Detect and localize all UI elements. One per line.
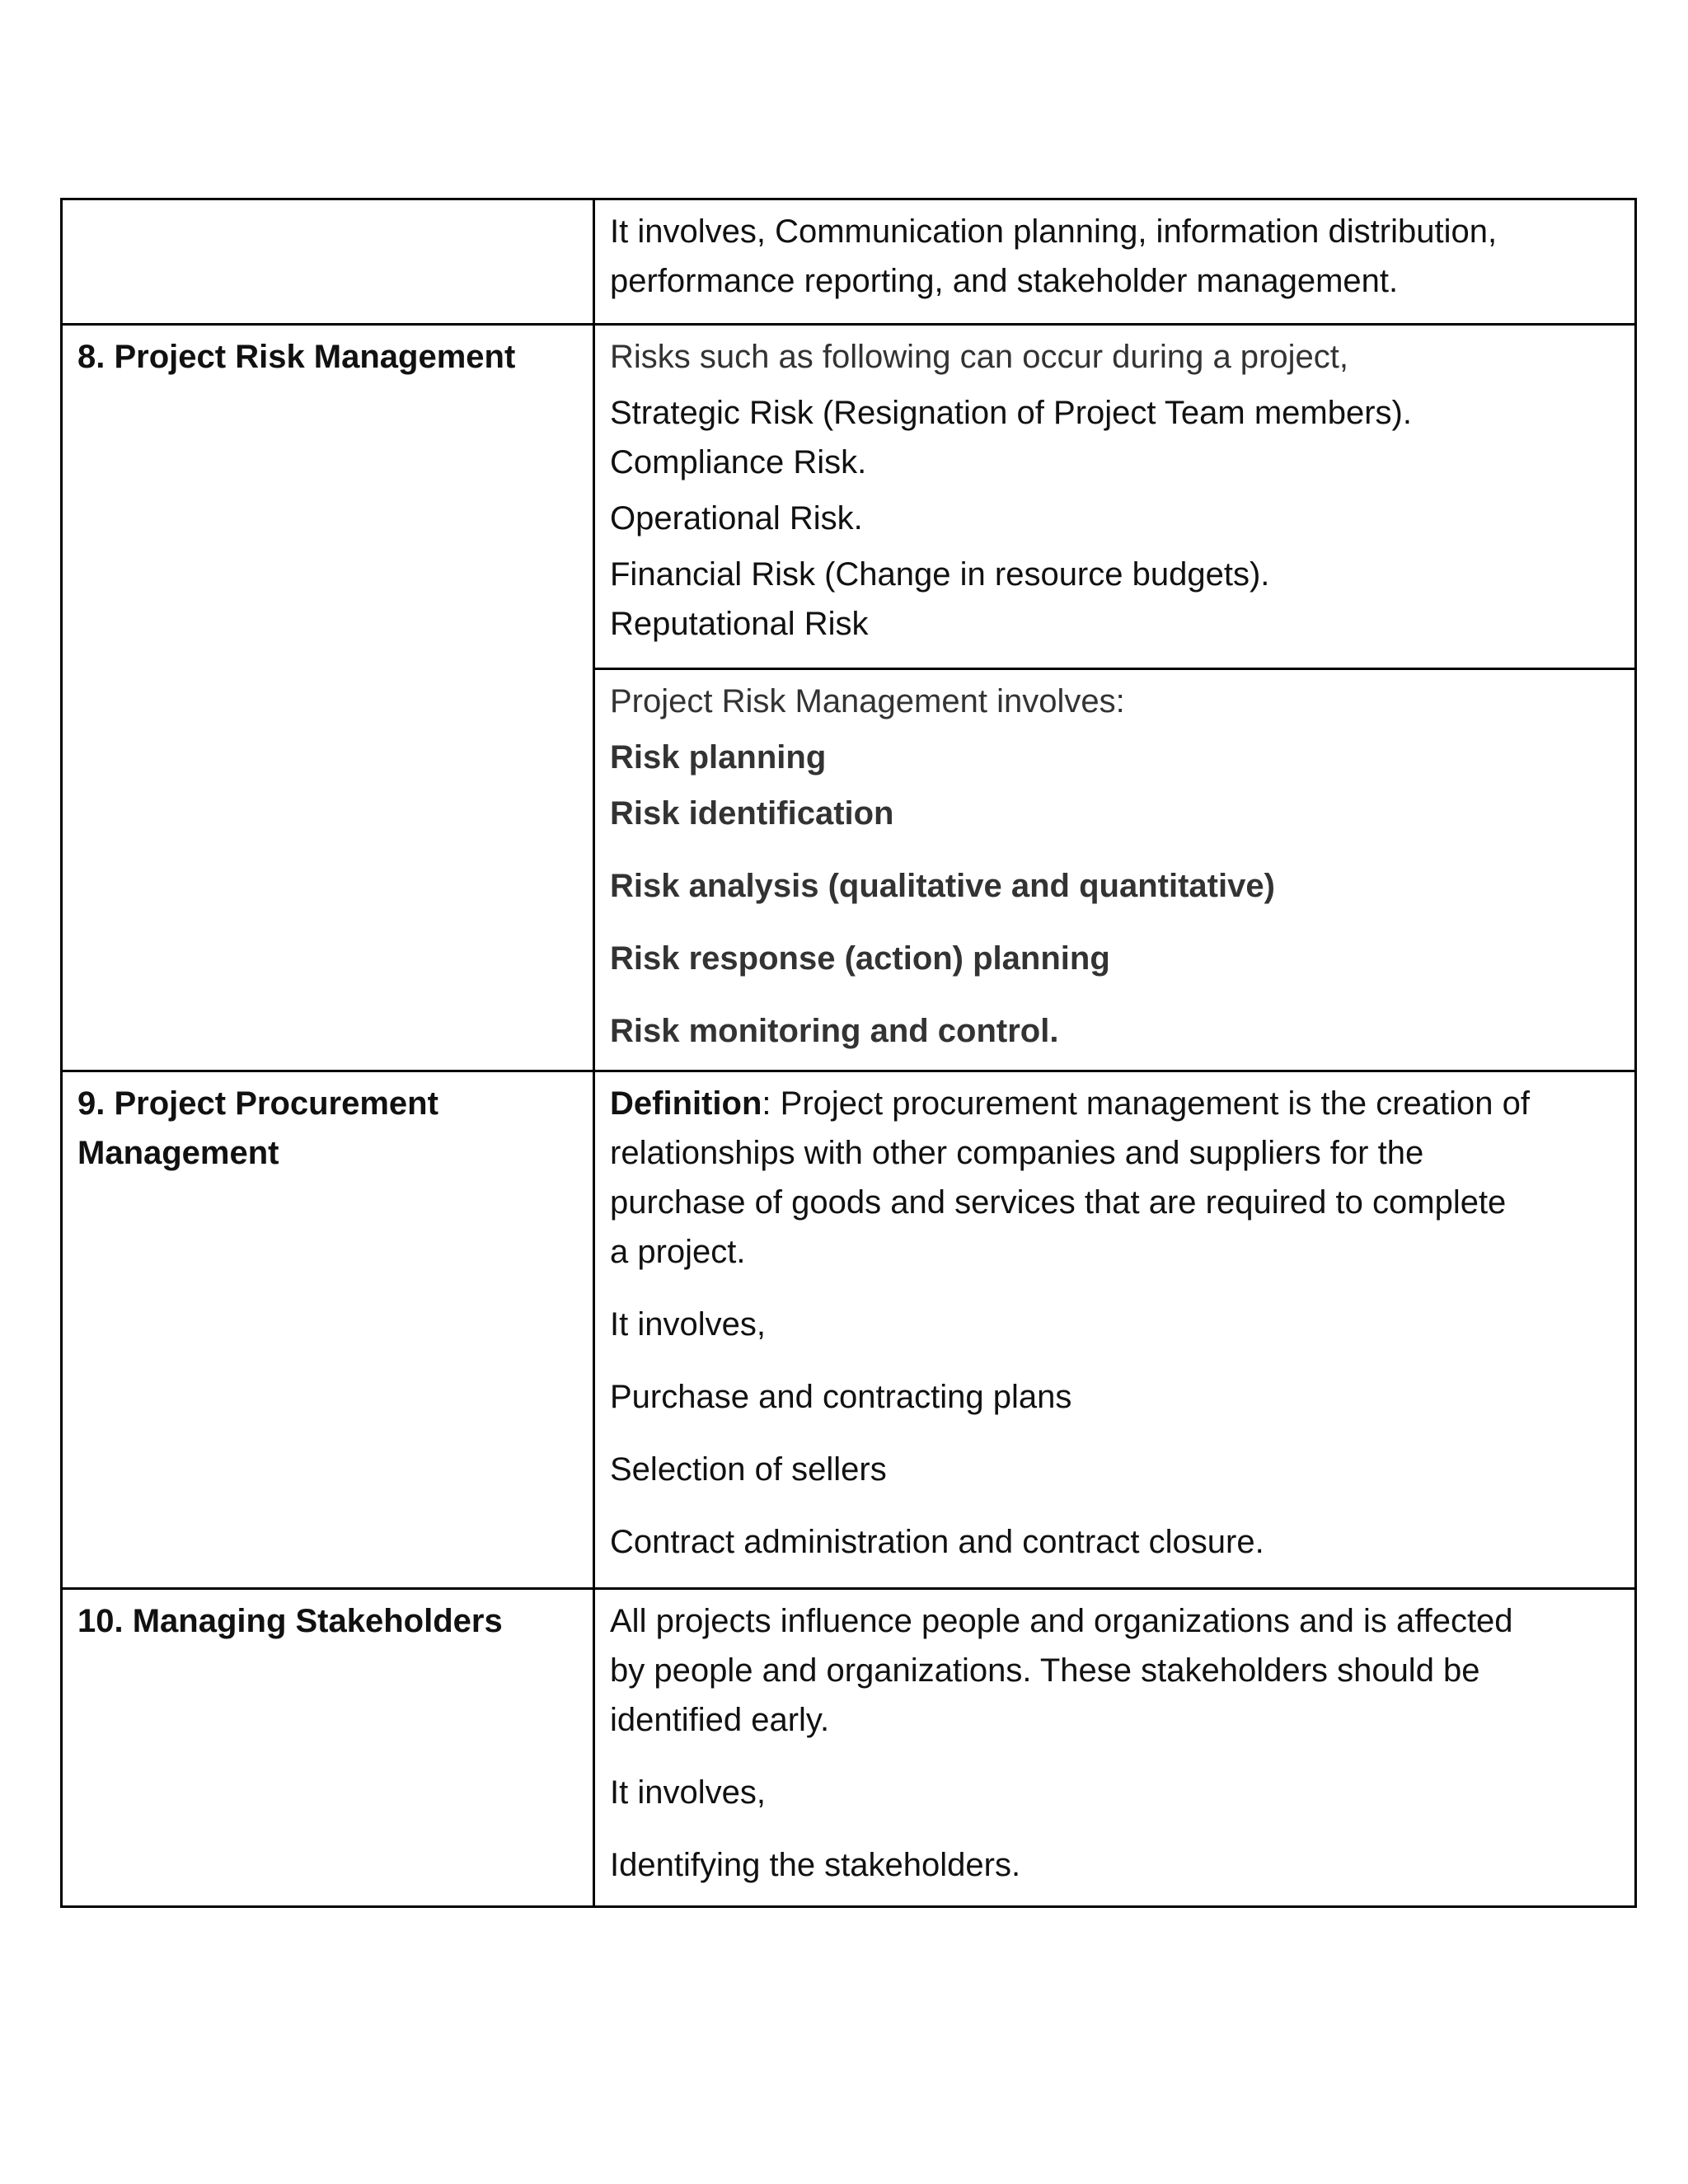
- text-line: Project Risk Management involves:: [610, 683, 1125, 719]
- text-line: Contract administration and contract closure.: [610, 1524, 1264, 1560]
- text-line: It involves,: [610, 1306, 766, 1343]
- text-line: Identifying the stakeholders.: [610, 1847, 1021, 1883]
- text-line: Strategic Risk (Resignation of Project Team members).: [610, 395, 1412, 431]
- definition-line: [610, 1079, 1620, 1128]
- text-line: All projects influence people and organizations and is affected: [610, 1603, 1513, 1639]
- table-row: [62, 1071, 1636, 1589]
- definition-text: : Project procurement management is the creation of: [762, 1085, 1531, 1122]
- text-line: purchase of goods and services that are required to complete: [610, 1184, 1507, 1221]
- knowledge-areas-table: [60, 198, 1637, 1908]
- text-line: Selection of sellers: [610, 1451, 887, 1488]
- text-line: It involves, Communication planning, information distribution,: [610, 213, 1498, 250]
- text-line: Operational Risk.: [610, 500, 863, 537]
- row-content-communications: [594, 199, 1636, 325]
- row-label-empty: [62, 199, 594, 325]
- table-row: [62, 325, 1636, 669]
- list-item: Risk planning: [610, 739, 827, 776]
- row-label-managing-stakeholders: 10. Managing Stakeholders: [62, 1589, 594, 1907]
- list-item: Risk identification: [610, 795, 894, 832]
- text-line: a project.: [610, 1234, 746, 1270]
- list-item: Risk response (action) planning: [610, 940, 1110, 977]
- text-line: by people and organizations. These stakeholders should be: [610, 1652, 1480, 1689]
- list-item: Risk analysis (qualitative and quantitative): [610, 868, 1275, 904]
- row-content-stakeholders: [594, 1589, 1636, 1907]
- text-line: Compliance Risk.: [610, 444, 867, 480]
- text-line: Financial Risk (Change in resource budgets).: [610, 556, 1270, 593]
- text-line: relationships with other companies and suppliers for the: [610, 1135, 1424, 1171]
- list-item: Risk monitoring and control.: [610, 1013, 1059, 1049]
- definition-term: Definition: [610, 1085, 762, 1122]
- text-line: 9. Project Procurement: [77, 1085, 438, 1122]
- row-content-procurement: [594, 1071, 1636, 1589]
- text-line: It involves,: [610, 1774, 766, 1811]
- text-line: Purchase and contracting plans: [610, 1379, 1072, 1415]
- row-label-risk-management: 8. Project Risk Management: [62, 325, 594, 1071]
- table-row: [62, 1589, 1636, 1907]
- text-line: Risks such as following can occur during a project,: [610, 339, 1348, 375]
- text-line: Reputational Risk: [610, 606, 869, 642]
- row-content-risk-involves: [594, 669, 1636, 1071]
- text-line: identified early.: [610, 1702, 830, 1738]
- text-line: performance reporting, and stakeholder management.: [610, 263, 1399, 299]
- row-content-risk-types: [594, 325, 1636, 669]
- text-line: Management: [77, 1135, 279, 1171]
- row-label-procurement-management: [62, 1071, 594, 1589]
- table-row: [62, 199, 1636, 325]
